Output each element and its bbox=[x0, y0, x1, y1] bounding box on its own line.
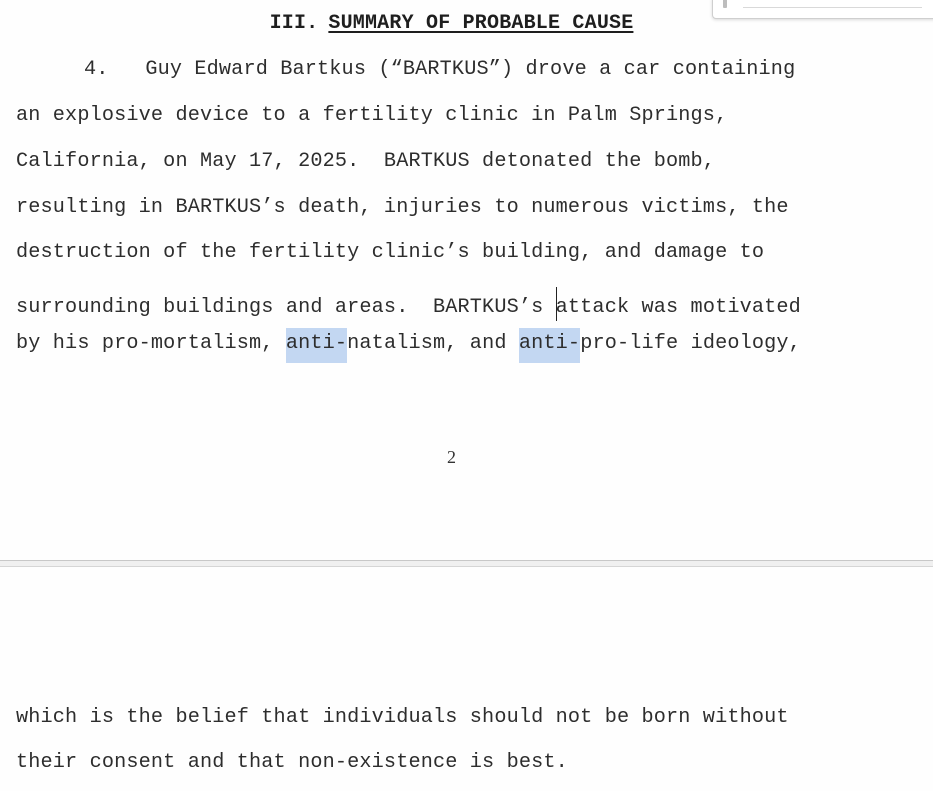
paragraph-line-4[interactable]: resulting in BARTKUS’s death, injuries to numerous victims, the bbox=[16, 196, 789, 219]
section-title: SUMMARY OF PROBABLE CAUSE bbox=[328, 12, 634, 35]
paragraph-line-6-start[interactable]: surrounding buildings and areas. BARTKUS’s bbox=[16, 296, 556, 319]
search-highlight-1[interactable]: anti- bbox=[286, 328, 347, 363]
continuation-line-2[interactable]: their consent and that non-existence is best. bbox=[16, 751, 568, 774]
paragraph-line-6[interactable] bbox=[16, 287, 801, 321]
document-page-3 bbox=[0, 567, 933, 791]
panel-handle-icon[interactable] bbox=[723, 0, 727, 8]
paragraph-line-5[interactable]: destruction of the fertility clinic’s building, and damage to bbox=[16, 241, 765, 264]
section-number: III. bbox=[269, 12, 319, 35]
paragraph-line-1-text[interactable]: 4. Guy Edward Bartkus (“BARTKUS”) drove a car containing bbox=[84, 58, 796, 81]
paragraph-line-7-part-a[interactable]: by his pro-mortalism, bbox=[16, 332, 286, 355]
paragraph-line-6-end[interactable]: attack was motivated bbox=[555, 296, 801, 319]
panel-divider bbox=[743, 7, 922, 8]
page-number: 2 bbox=[447, 447, 456, 467]
paragraph-line-7-part-b[interactable]: natalism, and bbox=[347, 332, 519, 355]
paragraph-line-7[interactable] bbox=[16, 332, 801, 356]
paragraph-line-1[interactable] bbox=[16, 58, 795, 82]
page-separator bbox=[0, 560, 933, 567]
search-highlight-2[interactable]: anti- bbox=[519, 328, 580, 363]
paragraph-line-7-part-c[interactable]: pro-life ideology, bbox=[580, 332, 801, 355]
floating-toolbar-panel[interactable] bbox=[712, 0, 933, 19]
continuation-line-1[interactable]: which is the belief that individuals should not be born without bbox=[16, 706, 789, 729]
paragraph-line-2[interactable]: an explosive device to a fertility clinic in Palm Springs, bbox=[16, 104, 728, 127]
paragraph-line-3[interactable]: California, on May 17, 2025. BARTKUS detonated the bomb, bbox=[16, 150, 716, 173]
